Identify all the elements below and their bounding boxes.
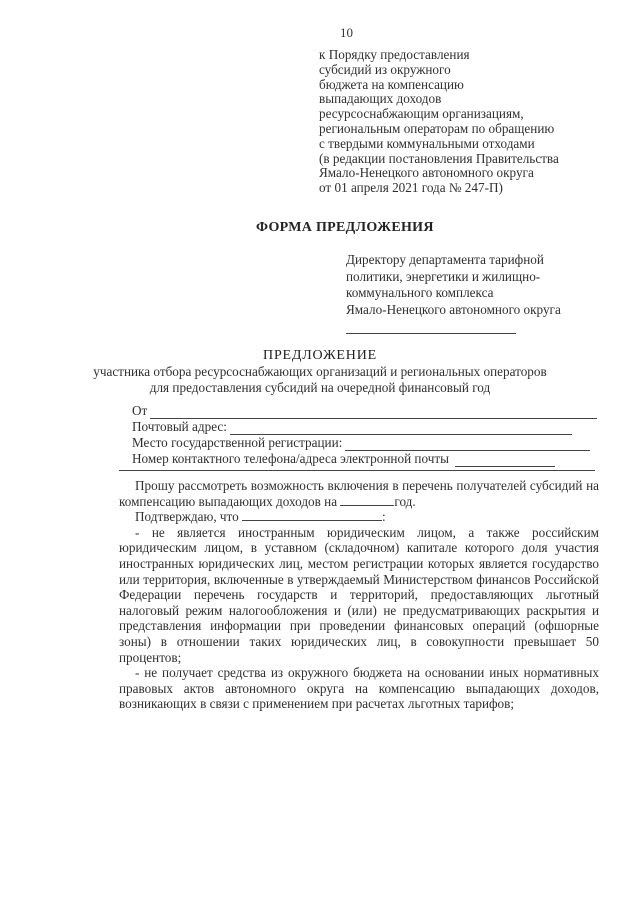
year-blank[interactable]	[340, 494, 394, 506]
registration-input-line[interactable]	[345, 438, 590, 451]
appendix-header	[319, 48, 559, 196]
registration-field	[132, 435, 590, 451]
appendix-line: от 01 апреля 2021 года № 247-П)	[319, 180, 503, 196]
appendix-line: бюджета на компенсацию	[319, 76, 464, 92]
confirm-text: Подтверждаю, что	[135, 509, 243, 525]
body-text	[119, 478, 599, 712]
continuation-blank-line[interactable]	[119, 470, 595, 471]
request-paragraph	[119, 478, 599, 509]
from-field	[132, 403, 597, 419]
appendix-line: региональным операторам по обращению	[319, 120, 555, 136]
contact-input-line[interactable]	[455, 454, 555, 467]
subtitle-line: для предоставления субсидий на очередной финансовый год	[149, 379, 491, 395]
condition-item: - не является иностранным юридическим лицом, а также российским юридическим лицом, в уставном (складочном) капитале которого доля участия иностранных юридических лиц, местом регистрации которых является государство или территория, включенные в утверждаемый Министерством финансов Российской Федерации перечень государств и территорий, предоставляющих льготный налоговый режим налогообложения и (или) не предусматривающих раскрытия и представления информации при проведении финансовых операций (офшорные зоны) в отношении таких юридических лиц, в совокупности превышает 50 процентов;	[119, 524, 599, 665]
request-text: Прошу рассмотреть возможность включения в перечень получателей субсидий на компенсацию выпадающих доходов на	[119, 478, 599, 509]
contact-label: Номер контактного телефона/адреса электронной почты	[132, 451, 449, 466]
addressee-name-blank[interactable]	[346, 333, 516, 334]
subtitle-line: участника отбора ресурсоснабжающих организаций и региональных операторов	[93, 364, 547, 379]
appendix-line: ресурсоснабжающим организациям,	[319, 106, 524, 122]
document-subtitle	[0, 364, 640, 395]
addressee-line: Ямало-Ненецкого автономного округа	[346, 301, 561, 317]
condition-item: - не получает средства из окружного бюджета на основании иных нормативных правовых актов автономного округа на компенсацию выпадающих доходов, возникающих в связи с применением при расчетах льготных тарифов;	[119, 665, 599, 712]
appendix-line: к Порядку предоставления	[319, 47, 470, 62]
participant-name-blank[interactable]	[242, 509, 382, 521]
from-input-line[interactable]	[150, 406, 597, 419]
registration-label: Место государственной регистрации:	[132, 435, 343, 450]
appendix-line: с твердыми коммунальными отходами	[319, 135, 535, 151]
document-title: ПРЕДЛОЖЕНИЕ	[263, 348, 377, 363]
addressee-line: Директору департамента тарифной	[346, 252, 544, 267]
confirm-colon: :	[382, 509, 386, 525]
addressee-line: политики, энергетики и жилищно-	[346, 268, 541, 284]
addressee-line: коммунального комплекса	[346, 285, 494, 300]
appendix-line: (в редакции постановления Правительства	[319, 150, 559, 166]
appendix-line: субсидий из окружного	[319, 61, 451, 77]
confirm-paragraph	[119, 509, 599, 525]
postal-address-input-line[interactable]	[230, 422, 572, 435]
appendix-line: выпадающих доходов	[319, 91, 442, 107]
postal-address-field	[132, 419, 572, 435]
form-title: ФОРМА ПРЕДЛОЖЕНИЯ	[256, 220, 434, 235]
page-number: 10	[340, 25, 353, 40]
appendix-line: Ямало-Ненецкого автономного округа	[319, 165, 534, 181]
request-year-suffix: год.	[394, 493, 416, 509]
contact-field	[132, 451, 555, 467]
addressee-block	[346, 252, 561, 318]
postal-address-label: Почтовый адрес:	[132, 419, 227, 434]
from-label: От	[132, 403, 148, 418]
